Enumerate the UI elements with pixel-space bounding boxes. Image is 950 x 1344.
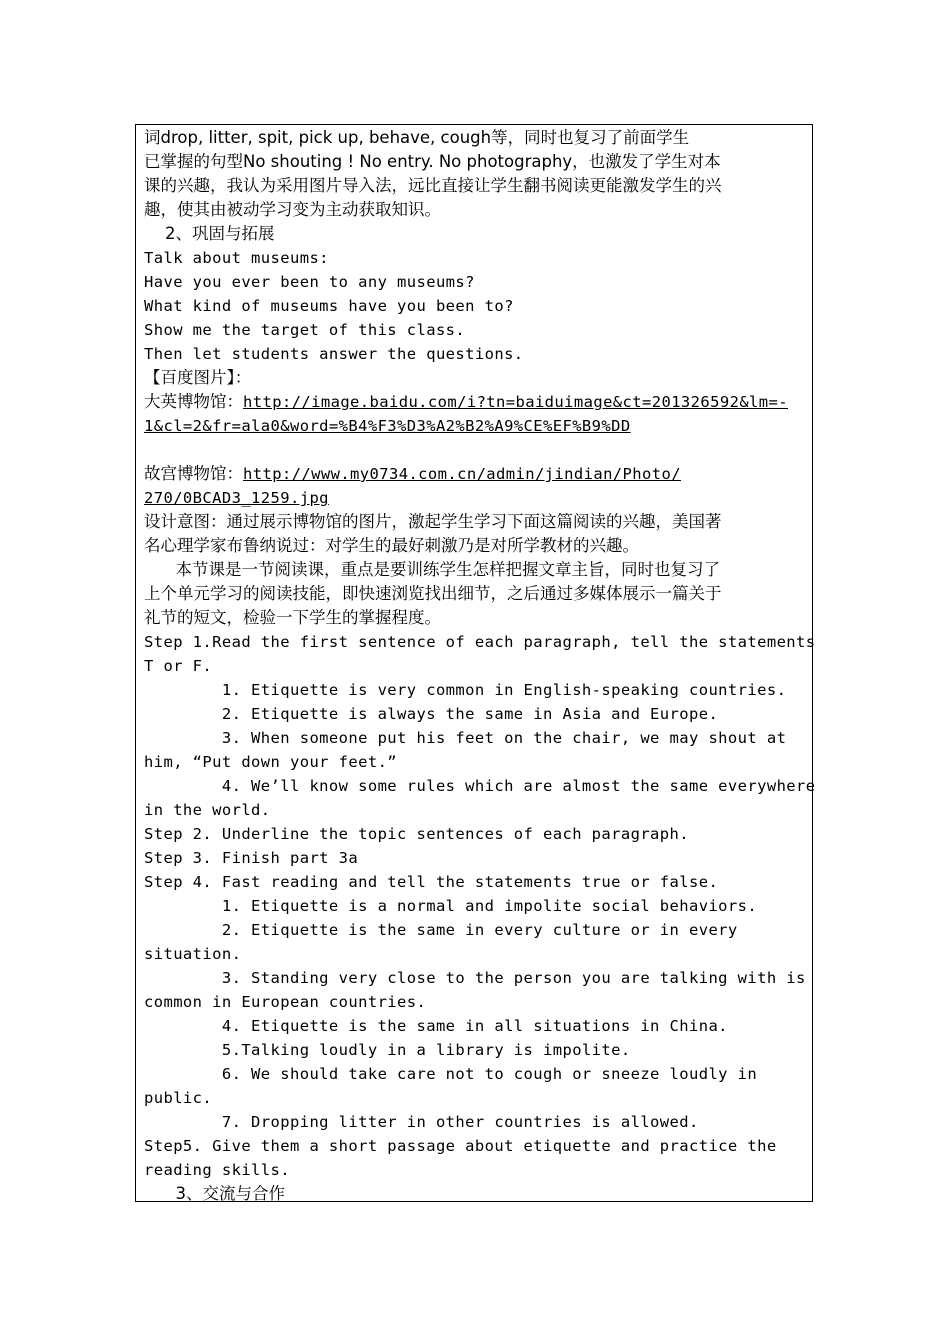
palace-museum-link-cont[interactable]: 270/0BCAD3_1259.jpg bbox=[144, 489, 329, 507]
text-line: 6. We should take care not to cough or sneeze loudly in bbox=[144, 1065, 758, 1083]
section-heading: 2、巩固与拓展 bbox=[144, 224, 275, 243]
text-line: situation. bbox=[144, 945, 242, 963]
text-line: him, “Put down your feet.” bbox=[144, 753, 398, 771]
text-line: Talk about museums: bbox=[144, 249, 329, 267]
text-line: 1. Etiquette is a normal and impolite social behaviors. bbox=[144, 897, 758, 915]
museum-link-line bbox=[144, 462, 808, 486]
text-line: Then let students answer the questions. bbox=[144, 345, 524, 363]
text-line: common in European countries. bbox=[144, 993, 427, 1011]
text-line: 课的兴趣，我认为采用图片导入法，远比直接让学生翻书阅读更能激发学生的兴 bbox=[144, 176, 722, 195]
text-line: 3. When someone put his feet on the chair, we may shout at bbox=[144, 729, 787, 747]
text-line: 4. We’ll know some rules which are almost the same everywhere bbox=[144, 777, 816, 795]
text-line: reading skills. bbox=[144, 1161, 290, 1179]
section-heading: 3、交流与合作 bbox=[144, 1184, 285, 1203]
text-line: 1. Etiquette is very common in English-speaking countries. bbox=[144, 681, 787, 699]
text-line: 5.Talking loudly in a library is impolite. bbox=[144, 1041, 631, 1059]
text-line: 已掌握的句型No shouting ! No entry. No photography，也激发了学生对本 bbox=[144, 152, 721, 171]
text-line: 名心理学家布鲁纳说过：对学生的最好刺激乃是对所学教材的兴趣。 bbox=[144, 536, 639, 555]
text-line: 2. Etiquette is the same in every culture or in every bbox=[144, 921, 738, 939]
text-line: What kind of museums have you been to? bbox=[144, 297, 514, 315]
text-line: 趣，使其由被动学习变为主动获取知识。 bbox=[144, 200, 441, 219]
text-line: 礼节的短文，检验一下学生的掌握程度。 bbox=[144, 608, 441, 627]
text-line: 4. Etiquette is the same in all situations in China. bbox=[144, 1017, 728, 1035]
text-line: Step 1.Read the first sentence of each paragraph, tell the statements bbox=[144, 633, 816, 651]
british-museum-link-cont[interactable]: 1&cl=2&fr=ala0&word=%B4%F3%D3%A2%B2%A9%CE%EF%B9%DD bbox=[144, 417, 631, 435]
text-line: 3. Standing very close to the person you are talking with is bbox=[144, 969, 806, 987]
museum-label: 故宫博物馆： bbox=[144, 464, 243, 483]
british-museum-link[interactable]: http://image.baidu.com/i?tn=baiduimage&ct=201326592&lm=- bbox=[243, 393, 788, 411]
palace-museum-link[interactable]: http://www.my0734.com.cn/admin/jindian/Photo/ bbox=[243, 465, 681, 483]
text-line: Step 3. Finish part 3a bbox=[144, 849, 359, 867]
museum-label: 大英博物馆： bbox=[144, 392, 243, 411]
text-line: Show me the target of this class. bbox=[144, 321, 466, 339]
text-line: public. bbox=[144, 1089, 213, 1107]
blank-line bbox=[144, 438, 808, 462]
text-line: Step5. Give them a short passage about etiquette and practice the bbox=[144, 1137, 777, 1155]
text-line: T or F. bbox=[144, 657, 213, 675]
text-line: 本节课是一节阅读课，重点是要训练学生怎样把握文章主旨，同时也复习了 bbox=[144, 560, 720, 579]
text-line: Step 2. Underline the topic sentences of each paragraph. bbox=[144, 825, 689, 843]
text-line: 【百度图片】： bbox=[144, 368, 252, 387]
text-line: 2. Etiquette is always the same in Asia and Europe. bbox=[144, 705, 719, 723]
text-line: Step 4. Fast reading and tell the statements true or false. bbox=[144, 873, 719, 891]
text-line: in the world. bbox=[144, 801, 271, 819]
document-body bbox=[144, 126, 816, 1206]
text-line: 7. Dropping litter in other countries is allowed. bbox=[144, 1113, 699, 1131]
museum-link-line bbox=[144, 390, 808, 414]
text-line: 上个单元学习的阅读技能，即快速浏览找出细节，之后通过多媒体展示一篇关于 bbox=[144, 584, 722, 603]
text-line: 设计意图：通过展示博物馆的图片，激起学生学习下面这篇阅读的兴趣，美国著 bbox=[144, 512, 722, 531]
text-line: 词drop, litter, spit, pick up, behave, cough等，同时也复习了前面学生 bbox=[144, 128, 690, 147]
text-line: Have you ever been to any museums? bbox=[144, 273, 475, 291]
